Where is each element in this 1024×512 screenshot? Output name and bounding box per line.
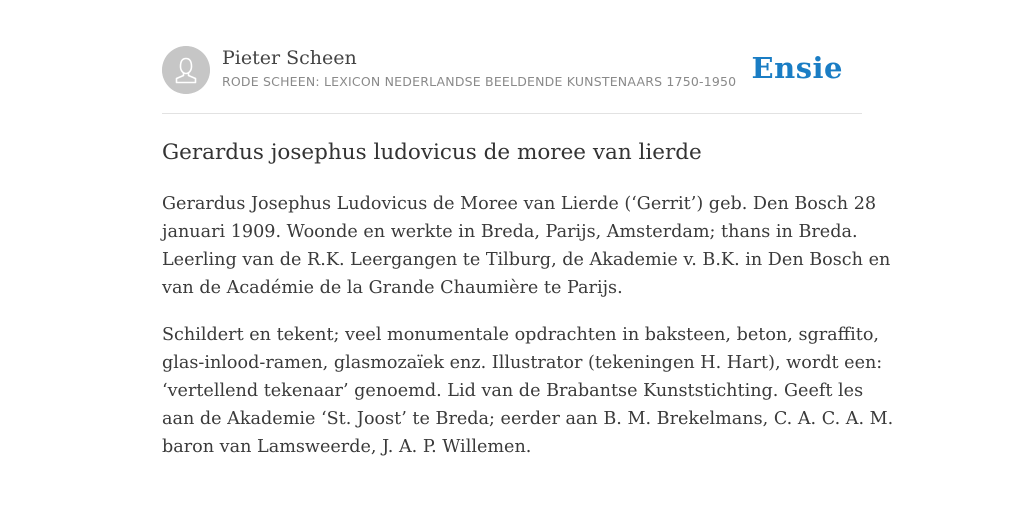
paragraph-line: glas-inlood-ramen, glasmozaïek enz. Illustrator (tekeningen H. Hart), wordt een: <box>162 353 883 373</box>
paragraph-line: januari 1909. Woonde en werkte in Breda, Parijs, Amsterdam; thans in Breda. <box>162 222 858 242</box>
article-body <box>162 190 894 480</box>
article-title: Gerardus josephus ludovicus de moree van lierde <box>162 140 702 165</box>
header-divider <box>162 113 862 114</box>
paragraph-line: Leerling van de R.K. Leergangen te Tilburg, de Akademie v. B.K. in Den Bosch en <box>162 250 891 270</box>
header <box>162 46 862 96</box>
paragraph-line: Schildert en tekent; veel monumentale opdrachten in baksteen, beton, sgraffito, <box>162 325 880 345</box>
paragraph-line: ‘vertellend tekenaar’ genoemd. Lid van de Brabantse Kunststichting. Geeft les <box>162 381 864 401</box>
source-title[interactable]: RODE SCHEEN: LEXICON NEDERLANDSE BEELDENDE KUNSTENAARS 1750-1950 <box>222 74 737 89</box>
article-paragraph <box>162 321 894 461</box>
paragraph-line: van de Académie de la Grande Chaumière te Parijs. <box>162 278 623 298</box>
paragraph-line: baron van Lamsweerde, J. A. P. Willemen. <box>162 437 532 457</box>
ensie-logo[interactable]: Ensie <box>751 51 843 85</box>
author-avatar[interactable] <box>162 46 210 94</box>
paragraph-line: Gerardus Josephus Ludovicus de Moree van Lierde (‘Gerrit’) geb. Den Bosch 28 <box>162 194 877 214</box>
author-name[interactable]: Pieter Scheen <box>222 47 357 69</box>
user-icon <box>162 46 210 94</box>
paragraph-line: aan de Akademie ‘St. Joost’ te Breda; eerder aan B. M. Brekelmans, C. A. C. A. M. <box>162 409 894 429</box>
article-paragraph <box>162 190 891 302</box>
